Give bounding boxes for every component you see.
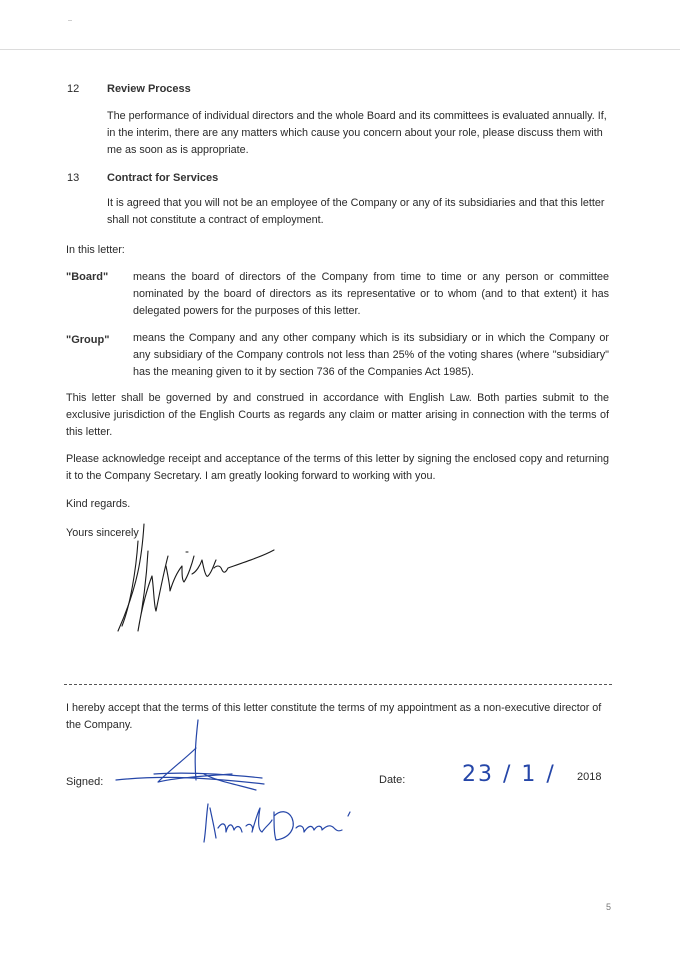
director-signature: [114, 718, 274, 798]
section-number-12: 12: [67, 83, 80, 95]
date-label: Date:: [379, 774, 406, 786]
definition-term-board: "Board": [66, 271, 109, 283]
section-heading-contract-services: Contract for Services: [107, 172, 219, 184]
corner-mark: [68, 20, 72, 21]
chairman-signature: [108, 516, 283, 638]
section-text-contract-services: It is agreed that you will not be an employee of the Company or any of its subsidiaries and that this letter shall not constitute a contract of employment.: [107, 197, 605, 226]
signed-label: Signed:: [66, 776, 104, 788]
definition-term-group: "Group": [66, 334, 110, 346]
detachment-dashed-line: [64, 684, 612, 685]
governing-law-paragraph: This letter shall be governed by and construed in accordance with English Law. Both parties submit to the exclusive jurisdiction of the English Courts as regards any claim or matter arising in connection with the terms of this letter.: [66, 392, 609, 438]
definition-text-group: means the Company and any other company which is its subsidiary or in which the Company or any subsidiary of the Company controls not less than 25% of the voting shares (where "subsidiary" has the meaning given to it by section 736 of the Companies Act 1985).: [133, 332, 609, 378]
acknowledge-paragraph: Please acknowledge receipt and acceptance of the terms of this letter by signing the enclosed copy and returning it to the Company Secretary. I am greatly looking forward to working with you.: [66, 453, 609, 482]
page-number: 5: [606, 902, 612, 912]
section-number-13: 13: [67, 172, 80, 184]
header-rule: [0, 49, 680, 50]
acceptance-statement: I hereby accept that the terms of this letter constitute the terms of my appointment as a non-executive director of the Company.: [66, 702, 602, 731]
kind-regards: Kind regards.: [66, 498, 131, 510]
handwritten-date: 23 / 1 /: [462, 762, 556, 787]
handwritten-name-signature: [200, 798, 360, 850]
section-heading-review-process: Review Process: [107, 83, 191, 95]
date-year: 2018: [577, 771, 602, 783]
yours-sincerely: Yours sincerely: [66, 527, 139, 539]
section-text-review-process: The performance of individual directors and the whole Board and its committees is evaluated annually. If, in the interim, there are any matters which cause you concern about your role, please discuss them with me as soon as is appropriate.: [107, 110, 607, 156]
definitions-intro: In this letter:: [66, 244, 125, 256]
definition-text-board: means the board of directors of the Company from time to time or any person or committee nominated by the board of directors as its representative or to whom (and to that extent) it has delegated powers for the purposes of this letter.: [133, 271, 609, 317]
